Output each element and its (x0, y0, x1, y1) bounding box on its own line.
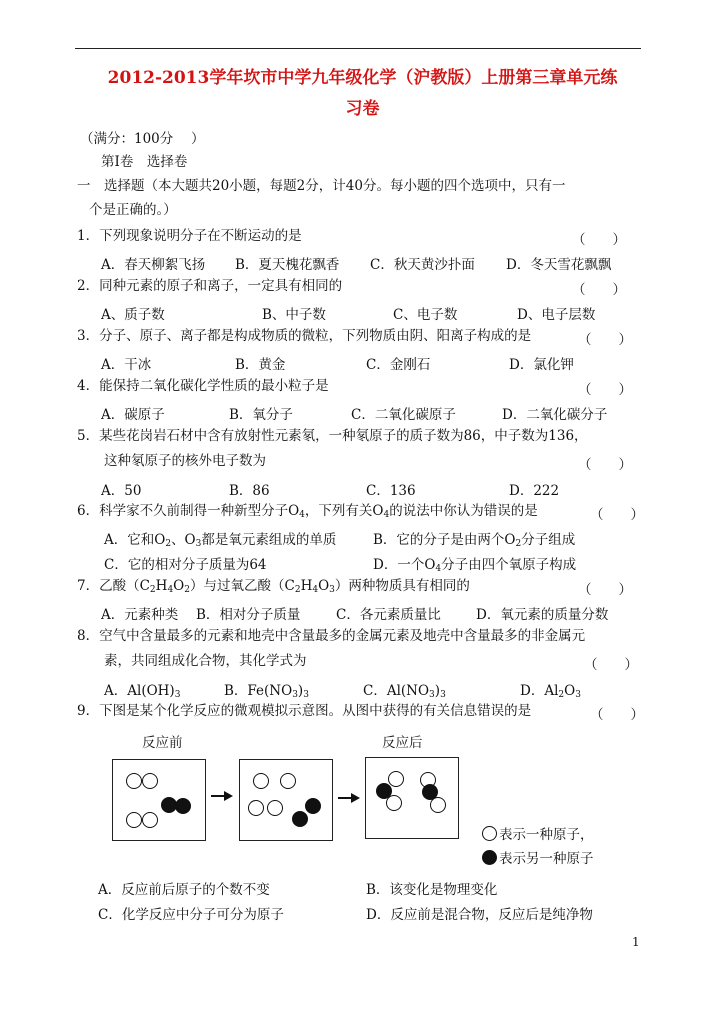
q8-option-c[interactable]: C．$Al(NO_3)_3$ (363, 683, 446, 700)
white-atom (388, 771, 404, 787)
q5-option-d[interactable]: D．222 (509, 483, 560, 499)
legend-white-atom-icon (482, 826, 497, 841)
white-atom (280, 773, 296, 789)
q4-option-a[interactable]: A．碳原子 (101, 407, 165, 423)
q1-stem: 1．下列现象说明分子在不断运动的是 (77, 228, 302, 244)
white-atom (430, 797, 446, 813)
q6-answer-blank[interactable]: （ ） (590, 507, 644, 523)
q7-option-d[interactable]: D．氧元素的质量分数 (476, 607, 609, 623)
white-atom (267, 800, 283, 816)
q8-stem-1: 8．空气中含量最多的元素和地壳中含量最多的金属元素及地壳中含量最多的非金属元 (77, 628, 586, 644)
q6-option-a[interactable]: A．它和$O_2$、$O_3$都是氧元素组成的单质 (104, 532, 337, 549)
white-atom (253, 773, 269, 789)
q8-option-d[interactable]: D．$Al_2O_3$ (520, 683, 581, 700)
q7-stem: 7．乙酸$(C_2H_4O_2)$与过氧乙酸$(C_2H_4O_3)$两种物质具有相同的 (77, 578, 470, 595)
legend-black-atom-icon (482, 850, 497, 865)
part-intro-1: 一 选择题（本大题共20小题，每题2分，计40分。每小题的四个选项中，只有一 (77, 178, 566, 194)
q8-option-b[interactable]: B．$Fe(NO_3)_3$ (224, 683, 309, 700)
q5-stem-2: 这种氡原子的核外电子数为 (104, 453, 266, 469)
diagram-box-middle (239, 759, 333, 841)
q9-option-d[interactable]: D．反应前是混合物，反应后是纯净物 (366, 907, 593, 923)
white-atom (126, 812, 142, 828)
q6-option-b[interactable]: B．它的分子是由两个$O_2$分子组成 (373, 532, 576, 549)
q8-answer-blank[interactable]: （ ） (584, 657, 638, 673)
diagram-box-before (112, 759, 206, 841)
q8-option-a[interactable]: A．$Al(OH)_3$ (104, 683, 181, 700)
legend-black-label: 表示另一种原子 (499, 851, 594, 867)
black-atom (305, 798, 321, 814)
white-atom (126, 773, 142, 789)
q6-option-c[interactable]: C．它的相对分子质量为64 (104, 557, 267, 573)
q5-option-b[interactable]: B．86 (229, 483, 270, 499)
page-title-line2: 习卷 (345, 99, 380, 119)
arrow-right-icon (211, 795, 231, 797)
page-number: 1 (632, 935, 640, 949)
q1-option-b[interactable]: B．夏天槐花飘香 (235, 257, 340, 273)
section-title: 第Ⅰ卷 选择卷 (101, 154, 188, 170)
q5-option-c[interactable]: C．136 (366, 483, 416, 499)
q3-answer-blank[interactable]: （ ） (578, 332, 632, 348)
q3-option-c[interactable]: C．金刚石 (366, 357, 431, 373)
q7-option-c[interactable]: C．各元素质量比 (336, 607, 441, 623)
q4-option-c[interactable]: C．二氧化碳原子 (351, 407, 456, 423)
q2-answer-blank[interactable]: （ ） (572, 282, 626, 298)
q5-stem-1: 5．某些花岗岩石材中含有放射性元素氡，一种氡原子的质子数为86，中子数为136， (77, 428, 588, 444)
white-atom (386, 795, 402, 811)
q9-answer-blank[interactable]: （ ） (590, 707, 644, 723)
q1-option-a[interactable]: A．春天柳絮飞扬 (101, 257, 206, 273)
white-atom (142, 773, 158, 789)
q2-stem: 2．同种元素的原子和离子，一定具有相同的 (77, 278, 343, 294)
q4-stem: 4．能保持二氧化碳化学性质的最小粒子是 (77, 378, 329, 394)
q9-option-c[interactable]: C．化学反应中分子可分为原子 (98, 907, 284, 923)
q7-answer-blank[interactable]: （ ） (578, 582, 632, 598)
q3-option-b[interactable]: B．黄金 (235, 357, 286, 373)
white-atom (248, 800, 264, 816)
label-before-reaction: 反应前 (142, 735, 183, 751)
white-atom (142, 812, 158, 828)
q4-option-b[interactable]: B．氧分子 (229, 407, 293, 423)
q6-option-d[interactable]: D．一个$O_4$分子由四个氧原子构成 (373, 557, 577, 574)
q9-option-a[interactable]: A．反应前后原子的个数不变 (98, 882, 270, 898)
arrow-right-icon (338, 797, 358, 799)
black-atom (175, 798, 191, 814)
q1-option-c[interactable]: C．秋天黄沙扑面 (370, 257, 475, 273)
legend-white-label: 表示一种原子， (499, 827, 594, 843)
q4-answer-blank[interactable]: （ ） (578, 382, 632, 398)
black-atom (292, 811, 308, 827)
q2-option-d[interactable]: D、电子层数 (517, 307, 596, 323)
q7-option-a[interactable]: A．元素种类 (101, 607, 179, 623)
q9-option-b[interactable]: B．该变化是物理变化 (366, 882, 498, 898)
q3-option-a[interactable]: A．干冰 (101, 357, 152, 373)
q7-option-b[interactable]: B．相对分子质量 (196, 607, 301, 623)
page-title-line1: 2012-2013学年坎市中学九年级化学（沪教版）上册第三章单元练 (107, 68, 618, 88)
q9-stem: 9．下图是某个化学反应的微观模拟示意图。从图中获得的有关信息错误的是 (77, 703, 532, 719)
q2-option-b[interactable]: B、中子数 (262, 307, 326, 323)
q2-option-c[interactable]: C、电子数 (393, 307, 458, 323)
q1-answer-blank[interactable]: （ ） (572, 232, 626, 248)
label-after-reaction: 反应后 (382, 735, 423, 751)
q3-stem: 3．分子、原子、离子都是构成物质的微粒，下列物质由阴、阳离子构成的是 (77, 328, 532, 344)
q1-option-d[interactable]: D．冬天雪花飘飘 (506, 257, 612, 273)
score-note: （满分：100分 ） (80, 131, 205, 147)
q8-stem-2: 素，共同组成化合物，其化学式为 (104, 653, 307, 669)
q5-option-a[interactable]: A．50 (101, 483, 142, 499)
q2-option-a[interactable]: A、质子数 (101, 307, 165, 323)
diagram-box-after (365, 757, 459, 839)
q6-stem: 6．科学家不久前制得一种新型分子$O_4$，下列有关$O_4$的说法中你认为错误的是 (77, 503, 538, 520)
q5-answer-blank[interactable]: （ ） (578, 457, 632, 473)
q3-option-d[interactable]: D．氯化钾 (509, 357, 574, 373)
q4-option-d[interactable]: D．二氧化碳分子 (502, 407, 608, 423)
header-rule (75, 48, 641, 49)
part-intro-2: 个是正确的。） (89, 202, 177, 218)
